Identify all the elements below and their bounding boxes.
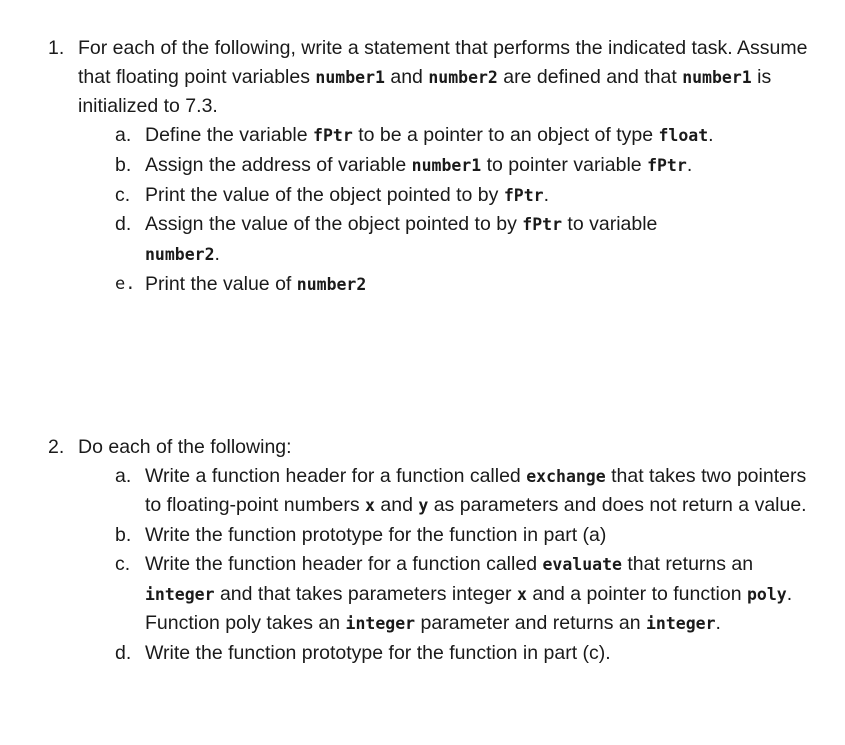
item-label: c.: [115, 183, 131, 206]
text: are defined and that: [497, 65, 683, 88]
item-text: Write the function prototype for the function in part (c).: [145, 641, 611, 664]
code-term: number2: [296, 274, 367, 294]
item-label: b.: [115, 524, 132, 547]
code-term: integer: [645, 614, 716, 634]
item-text: Assign the address of variable number1 to pointer variable fPtr.: [145, 153, 693, 176]
list-item: [115, 639, 815, 668]
question-2: [48, 433, 815, 668]
question-number: 1.: [48, 37, 65, 59]
item-text: Write a function header for a function called exchange that takes two pointers to floating-point numbers x and y as parameters and does not return a value.: [145, 464, 807, 517]
item-label: b.: [115, 153, 132, 176]
code-term: float: [658, 126, 709, 146]
question-1-intro: [48, 34, 815, 121]
item-label: e.: [115, 273, 136, 294]
code-term: fPtr: [313, 126, 353, 146]
question-2-items: [115, 462, 815, 668]
list-item: [115, 210, 815, 269]
question-number: 2.: [48, 436, 65, 458]
item-text: Define the variable fPtr to be a pointer to an object of type float.: [145, 124, 714, 147]
code-term: y: [418, 496, 429, 516]
question-1: [48, 34, 815, 299]
item-label: a.: [115, 124, 132, 147]
list-item: [115, 521, 815, 550]
code-term: integer: [145, 584, 215, 604]
list-item: [115, 462, 815, 521]
question-2-intro: [48, 433, 815, 462]
code-term: poly: [746, 584, 787, 604]
list-item: [115, 121, 815, 151]
item-text: Print the value of number2: [145, 272, 367, 295]
item-label: d.: [115, 641, 132, 664]
code-term: fPtr: [647, 155, 687, 175]
code-term: number1: [315, 67, 385, 87]
list-item: [115, 181, 815, 211]
code-term: x: [516, 584, 527, 604]
list-item: [115, 550, 815, 639]
code-term: number2: [428, 67, 498, 87]
text: is initialized to 7.3.: [78, 65, 772, 118]
question-text: Do each of the following:: [78, 436, 292, 458]
code-term: fPtr: [503, 185, 544, 205]
item-label: a.: [115, 464, 132, 487]
code-term: integer: [345, 614, 416, 634]
item-text: Print the value of the object pointed to by fPtr.: [145, 183, 549, 206]
text: and: [384, 65, 429, 88]
item-label: d.: [115, 213, 132, 236]
list-item: [115, 151, 815, 181]
list-item: [115, 270, 815, 300]
item-text: Assign the value of the object pointed to by fPtr to variable number2.: [145, 213, 658, 265]
code-term: evaluate: [542, 554, 622, 574]
code-term: number1: [411, 155, 482, 175]
question-text: [78, 34, 815, 121]
code-term: number2: [145, 244, 215, 264]
question-1-items: [115, 121, 815, 299]
code-term: x: [365, 496, 375, 516]
code-term: number1: [682, 67, 752, 87]
code-term: exchange: [526, 466, 606, 486]
code-term: fPtr: [522, 215, 563, 235]
item-text: Write the function prototype for the function in part (a): [145, 524, 607, 547]
item-text: Write the function header for a function called evaluate that returns an integer and that takes parameters integer x and a pointer to function poly. Function poly takes an integer parameter and returns an integer.: [145, 552, 793, 635]
item-label: c.: [115, 552, 131, 575]
text: For each of the following, write a statement that performs the indicated task. Assume that floating point variables: [78, 37, 808, 88]
